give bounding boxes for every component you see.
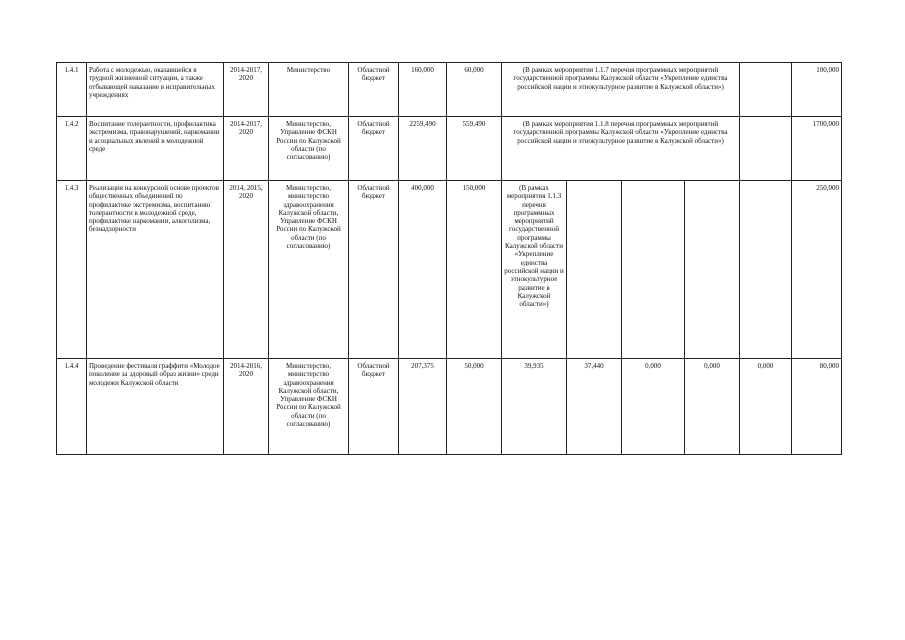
value-cell: 250,000 [792,181,842,359]
years-cell: 2014, 2015, 2020 [224,181,269,359]
table-row [57,181,842,359]
value-cell: 60,000 [447,63,502,117]
value-cell: 37,440 [567,359,622,455]
measure-name: Воспитание толерантности, профилактика экстремизма, правонарушений, наркомании и асоциальных явлений в молодежной среде [87,117,224,181]
note-cell: (В рамках мероприятия 1.1.7 перечня программных мероприятий государственной программы Калужской области «Укрепление единства российской нации и этнокультурное развитие в Калужской области») [502,63,740,117]
row-number: 1.4.3 [57,181,87,359]
empty-cell [740,63,792,117]
table-row [57,117,842,181]
empty-cell [622,181,685,359]
value-cell: 80,000 [792,359,842,455]
value-cell: 150,000 [447,181,502,359]
value-cell: 1700,000 [792,117,842,181]
funding-source-cell: Областной бюджет [349,117,399,181]
executor-cell: Министерство [269,63,349,117]
row-number: 1.4.2 [57,117,87,181]
value-cell: 50,000 [447,359,502,455]
total-cell: 160,000 [399,63,447,117]
funding-source-cell: Областной бюджет [349,359,399,455]
total-cell: 2259,490 [399,117,447,181]
empty-cell [685,181,740,359]
measure-name: Проведение фестиваля граффити «Молодое поколение за здоровый образ жизни» среди молодежи Калужской области [87,359,224,455]
value-cell: 0,000 [622,359,685,455]
row-number: 1.4.1 [57,63,87,117]
table-row [57,63,842,117]
total-cell: 400,000 [399,181,447,359]
value-cell: 39,935 [502,359,567,455]
years-cell: 2014-2017, 2020 [224,117,269,181]
years-cell: 2014-2017, 2020 [224,63,269,117]
executor-cell: Министерство, министерство здравоохранения Калужской области, Управление ФСКН России по Калужской области (по согласованию) [269,359,349,455]
executor-cell: Министерство, министерство здравоохранения Калужской области, Управление ФСКН России по Калужской области (по согласованию) [269,181,349,359]
program-measures-table [56,62,842,455]
empty-cell [567,181,622,359]
empty-cell [740,117,792,181]
empty-cell [740,181,792,359]
value-cell: 559,490 [447,117,502,181]
funding-source-cell: Областной бюджет [349,181,399,359]
executor-cell: Министерство, Управление ФСКН России по Калужской области (по согласованию) [269,117,349,181]
measure-name: Реализация на конкурсной основе проектов общественных объединений по профилактике экстремизма, воспитанию толерантности в молодежной среде, профилактике наркомании, алкоголизма, безнадзорности [87,181,224,359]
value-cell: 0,000 [685,359,740,455]
total-cell: 207,375 [399,359,447,455]
table-row [57,359,842,455]
note-cell: (В рамках мероприятия 1.1.8 перечня программных мероприятий государственной программы Калужской области «Укрепление единства российской нации и этнокультурное развитие в Калужской области») [502,117,740,181]
funding-source-cell: Областной бюджет [349,63,399,117]
value-cell: 100,000 [792,63,842,117]
measure-name: Работа с молодежью, оказавшейся в трудной жизненной ситуации, а также отбывающей наказание в исправительных учреждениях [87,63,224,117]
value-cell: 0,000 [740,359,792,455]
row-number: 1.4.4 [57,359,87,455]
note-cell: (В рамках мероприятия 1.1.3 перечня программных мероприятий государственной программы Калужской области «Укрепление единства российской нации и этнокультурное развитие в Калужской области») [502,181,567,359]
years-cell: 2014-2016, 2020 [224,359,269,455]
